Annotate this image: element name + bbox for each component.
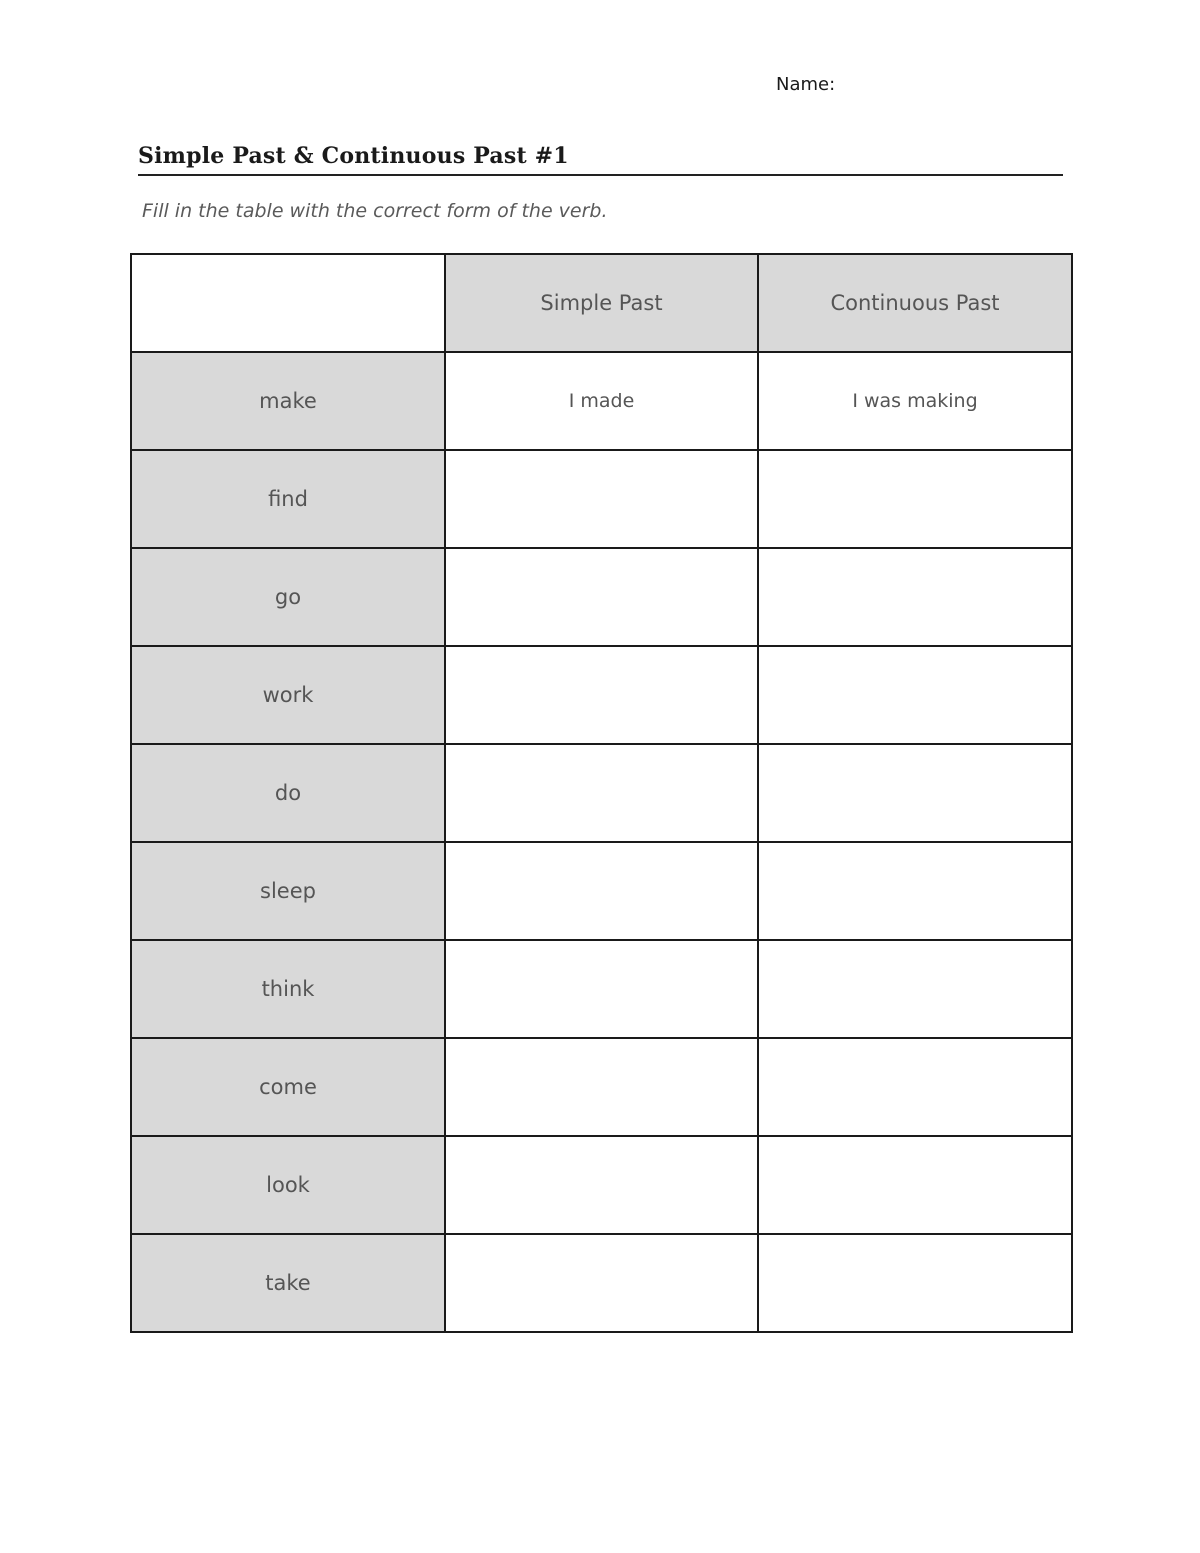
continuous-past-cell[interactable] [758,548,1072,646]
continuous-past-cell[interactable] [758,744,1072,842]
simple-past-cell[interactable] [445,940,758,1038]
continuous-past-cell[interactable] [758,1234,1072,1332]
table-row [131,1136,1072,1234]
table-row [131,1234,1072,1332]
column-header-simple-past: Simple Past [445,254,758,352]
table-row [131,450,1072,548]
verb-cell: find [131,450,445,548]
simple-past-cell[interactable] [445,1038,758,1136]
verb-table [130,253,1073,1333]
column-header-continuous-past: Continuous Past [758,254,1072,352]
verb-cell: go [131,548,445,646]
table-row [131,1038,1072,1136]
continuous-past-cell[interactable] [758,1038,1072,1136]
verb-cell: do [131,744,445,842]
table-row [131,646,1072,744]
verb-cell: come [131,1038,445,1136]
verb-cell: think [131,940,445,1038]
continuous-past-cell[interactable] [758,646,1072,744]
simple-past-cell[interactable] [445,548,758,646]
simple-past-cell[interactable] [445,1136,758,1234]
table-row [131,842,1072,940]
verb-cell: sleep [131,842,445,940]
table-row [131,352,1072,450]
simple-past-cell[interactable] [445,1234,758,1332]
continuous-past-cell[interactable] [758,940,1072,1038]
table-row [131,940,1072,1038]
continuous-past-cell[interactable] [758,1136,1072,1234]
worksheet-title: Simple Past & Continuous Past #1 [138,143,569,169]
simple-past-cell[interactable] [445,450,758,548]
instructions: Fill in the table with the correct form of the verb. [142,200,608,222]
title-block [138,140,1063,176]
simple-past-cell[interactable] [445,744,758,842]
table-row [131,744,1072,842]
continuous-past-cell[interactable] [758,842,1072,940]
verb-cell: work [131,646,445,744]
table-header-row [131,254,1072,352]
table-row [131,548,1072,646]
simple-past-cell[interactable] [445,842,758,940]
simple-past-cell[interactable] [445,646,758,744]
table-corner-cell [131,254,445,352]
verb-cell: look [131,1136,445,1234]
continuous-past-cell[interactable]: I was making [758,352,1072,450]
verb-cell: make [131,352,445,450]
simple-past-cell[interactable]: I made [445,352,758,450]
name-label: Name: [776,74,836,95]
verb-cell: take [131,1234,445,1332]
continuous-past-cell[interactable] [758,450,1072,548]
